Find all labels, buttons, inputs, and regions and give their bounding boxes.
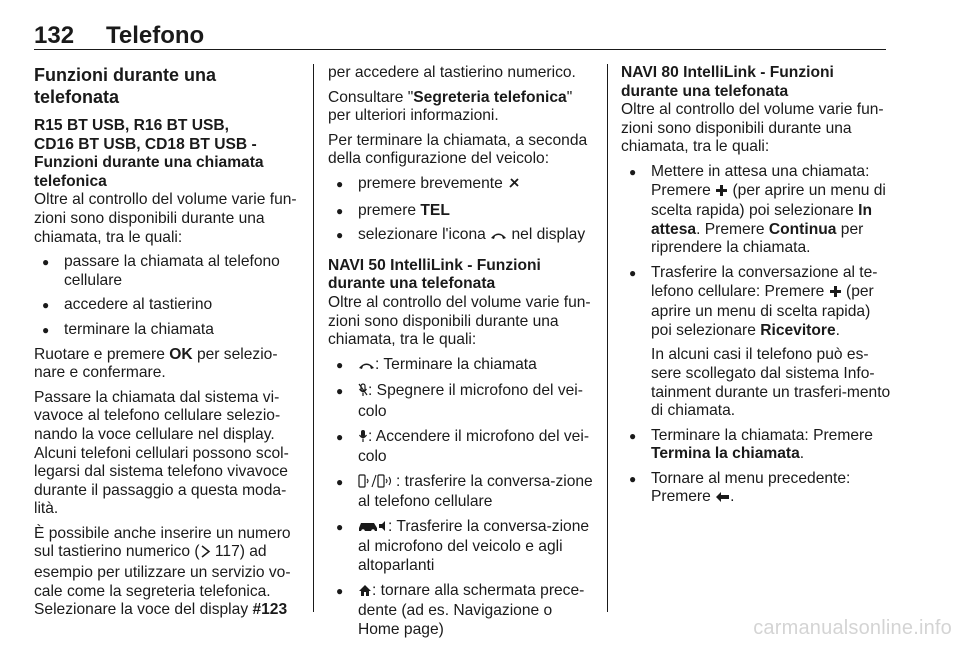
voicemail-link: Segreteria telefonica <box>413 88 567 106</box>
text: Ruotare e premere <box>34 345 170 363</box>
column-2 <box>328 64 598 645</box>
text: Tornare al menu precedente: Premere <box>651 469 851 506</box>
transfer-paragraph: Passare la chiamata dal sistema vi-vavoce al telefono cellulare selezio-nando la voce cellulare nel display. Alcuni telefoni cellulari possono scol-legarsi dal sistema telefono vivavoce durante il passaggio a questa moda-lità. <box>34 388 289 518</box>
subheading-line-2: CD16 BT USB, CD18 BT USB - <box>34 135 257 153</box>
list-item: ● accedere al tastierino <box>34 296 300 315</box>
phone-mute-icon <box>507 176 521 196</box>
list-item <box>328 473 598 512</box>
list-item <box>328 226 598 247</box>
continue-label: Continua <box>768 220 837 238</box>
tel-label: TEL <box>420 201 450 219</box>
text: Consultare " <box>328 88 414 106</box>
text: (per aprire un menu di scelta rapida) poi selezionare <box>651 282 874 339</box>
text: selezionare l'icona <box>358 226 491 244</box>
text: Trasferire la conversazione al te-lefono cellulare: Premere <box>651 263 878 300</box>
text: : Accendere il microfono del vei-colo <box>358 427 590 466</box>
text: 117) ad esempio per utilizzare un servizio vo-cale come la segreteria telefonica. Selezionare la voce del display <box>34 543 291 619</box>
receiver-label: Ricevitore <box>760 321 836 339</box>
rotate-paragraph <box>34 346 300 383</box>
handset-speaker-icon <box>358 474 396 494</box>
navi50-intro: Oltre al controllo del volume varie fun-zioni sono disponibili durante una chiamata, tra le quali: <box>328 293 591 349</box>
list-item <box>328 428 598 467</box>
list-item <box>328 175 598 196</box>
end-call-paragraph: Per terminare la chiamata, a seconda della configurazione del veicolo: <box>328 131 588 168</box>
text: per riprendere la chiamata. <box>651 220 864 257</box>
subheading-line-1: R15 BT USB, R16 BT USB, <box>34 117 229 134</box>
page-header <box>34 22 204 50</box>
hold-label: In attesa <box>651 202 873 238</box>
text: : Spegnere il microfono del vei-colo <box>358 382 583 420</box>
list-item <box>621 427 891 464</box>
text: Terminare la chiamata: Premere <box>651 426 873 444</box>
page-number: 132 <box>34 22 75 49</box>
text: premere brevemente <box>358 174 508 192</box>
column-3 <box>621 64 891 515</box>
navi50-list <box>328 356 598 640</box>
end-call-list <box>328 175 598 247</box>
list-item <box>621 163 891 258</box>
text: . <box>799 445 805 463</box>
text: : trasferire la conversa-zione al telefono cellulare <box>358 472 593 511</box>
header-rule <box>34 49 886 50</box>
microphone-off-icon <box>358 383 368 403</box>
text: per selezio-nare e confermare. <box>34 345 278 382</box>
transfer-note: In alcuni casi il telefono può es-sere scollegato dal sistema Info-tainment durante un trasferi-mento di chiamata. <box>651 346 891 420</box>
navi50-title: NAVI 50 IntelliLink - Funzioni durante una telefonata <box>328 256 541 293</box>
list-item <box>328 356 598 377</box>
back-arrow-icon <box>715 490 730 509</box>
text: . Premere <box>696 220 769 238</box>
navi80-intro: Oltre al controllo del volume varie fun-zioni sono disponibili durante una chiamata, tra le quali: <box>621 101 884 156</box>
list-item <box>621 470 891 509</box>
text: : tornare alla schermata prece-dente (ad es. Navigazione o Home page) <box>358 581 585 638</box>
hang-up-icon <box>490 228 507 247</box>
intro-paragraph: Oltre al controllo del volume varie fun-zioni sono disponibili durante una chiamata, tra le quali: <box>34 191 297 246</box>
page-ref-arrow-icon <box>200 545 211 564</box>
keypad-paragraph <box>34 525 300 620</box>
key-123: #123 <box>252 601 288 619</box>
voicemail-paragraph <box>328 89 598 126</box>
list-item <box>621 264 891 421</box>
list-item: ● terminare la chiamata <box>34 321 300 340</box>
keypad-continuation: per accedere al tastierino numerico. <box>328 64 576 81</box>
text: : Terminare la chiamata <box>375 355 537 373</box>
plus-icon <box>829 285 842 304</box>
text: : Trasferire la conversa-zione al microfono del veicolo e agli altoparlanti <box>358 517 590 575</box>
section-title: Funzioni durante una telefonata <box>34 65 216 107</box>
column-1 <box>34 64 300 626</box>
microphone-icon <box>358 429 368 449</box>
text: Mettere in attesa una chiamata: Premere <box>651 162 870 199</box>
text: È possibile anche inserire un numero sul tastierino numerico ( <box>34 524 291 561</box>
text: nel display <box>507 226 586 244</box>
hang-up-icon <box>358 358 375 377</box>
text: premere <box>358 201 421 219</box>
function-list <box>34 253 300 339</box>
text: (per aprire un menu di scelta rapida) poi selezionare <box>651 181 886 220</box>
column-divider-2 <box>607 64 608 612</box>
chapter-title: Telefono <box>106 22 205 49</box>
text: . <box>835 321 840 339</box>
list-item <box>328 582 598 640</box>
list-item <box>328 518 598 576</box>
subheading-line-3: Funzioni durante una chiamata <box>34 154 264 172</box>
car-speaker-icon <box>358 519 388 539</box>
list-item <box>328 382 598 421</box>
watermark: carmanualsonline.info <box>753 617 952 639</box>
home-icon <box>358 584 372 603</box>
subheading-line-4: telefonica <box>34 172 107 190</box>
list-item <box>328 202 598 221</box>
list-item: ● passare la chiamata al telefono cellulare <box>34 253 300 290</box>
navi80-list <box>621 163 891 509</box>
ok-label: OK <box>169 345 193 363</box>
text: " per ulteriori informazioni. <box>328 88 573 125</box>
navi80-title: NAVI 80 IntelliLink - Funzioni durante una telefonata <box>621 64 834 100</box>
plus-icon <box>715 184 728 203</box>
text: . <box>730 488 735 506</box>
end-call-label: Termina la chiamata <box>651 445 800 463</box>
column-divider-1 <box>313 64 314 612</box>
